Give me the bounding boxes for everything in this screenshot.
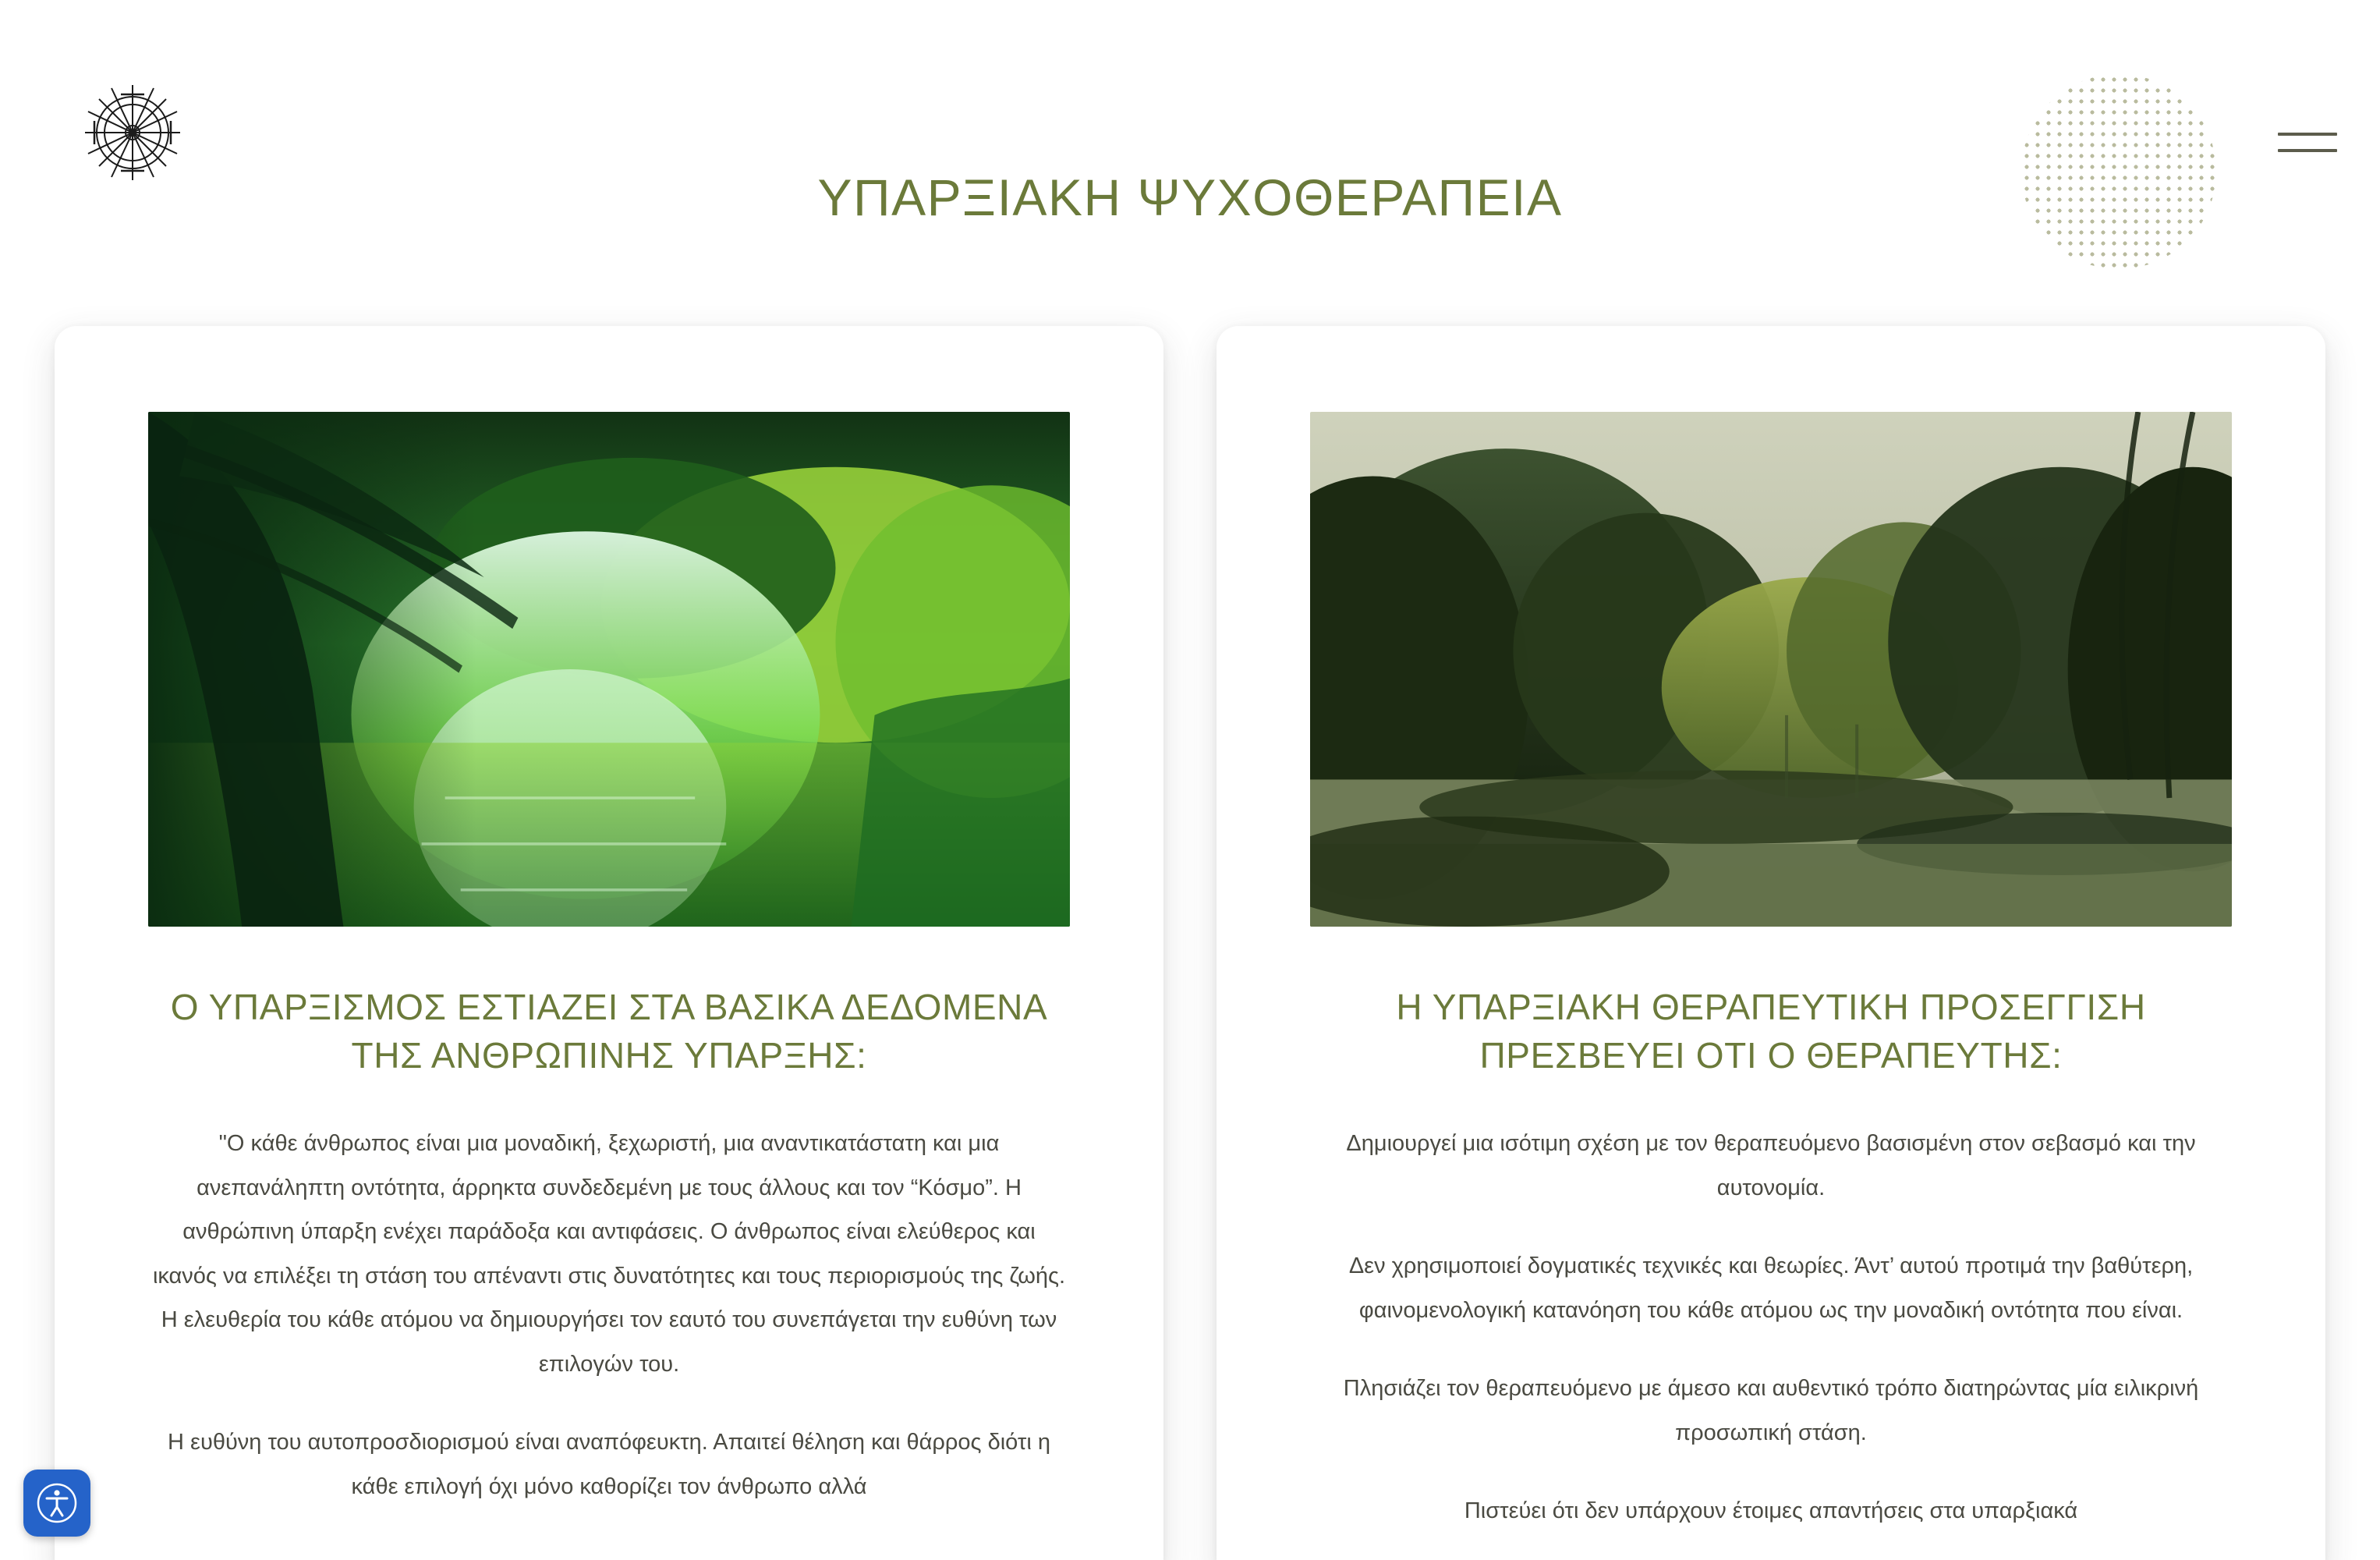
card-title: Η ΥΠΑΡΞΙΑΚΗ ΘΕΡΑΠΕΥΤΙΚΗ ΠΡΟΣΕΓΓΙΣΗ ΠΡΕΣΒΕΥΕΙ ΟΤΙ Ο ΘΕΡΑΠΕΥΤΗΣ: — [1396, 987, 2146, 1076]
card-body — [148, 1122, 1070, 1509]
card-therapeutic-approach — [1217, 326, 2325, 1560]
content-cards — [0, 326, 2380, 1560]
accessibility-person-icon — [37, 1483, 77, 1523]
card-paragraph: Πλησιάζει τον θεραπευόμενο με άμεσο και αυθεντικό τρόπο διατηρώντας μία ειλικρινή προσωπική στάση. — [1343, 1376, 2199, 1445]
green-river-forest-painting — [148, 412, 1070, 927]
menu-bar-2 — [2278, 149, 2337, 152]
site-header — [0, 0, 2380, 312]
olive-green-landscape-painting — [1310, 412, 2232, 927]
hamburger-menu-icon[interactable] — [2278, 133, 2337, 176]
card-paragraph: "Ο κάθε άνθρωπος είναι μια μοναδική, ξεχωριστή, μια αναντικατάστατη και μια ανεπανάληπτη οντότητα, άρρηκτα συνδεδεμένη με τους άλλους και τον “Κόσμο”. Η ανθρώπινη ύπαρξη ενέχει παράδοξα και αντιφάσεις. Ο άνθρωπος είναι ελεύθερος και ικανός να επιλέξει τη στάση του απέναντι στις δυνατότητες και τους περιορισμούς της ζωής. Η ελευθερία του κάθε ατόμου να δημιουργήσει τον εαυτό του συνεπάγεται την ευθύνη των επιλογών του. — [152, 1131, 1066, 1377]
card-paragraph: Δεν χρησιμοποιεί δογματικές τεχνικές και θεωρίες. Άντ’ αυτού προτιμά την βαθύτερη, φαινομενολογική κατανόηση του κάθε ατόμου ως την μοναδική οντότητα που είναι. — [1348, 1253, 2194, 1323]
card-title: Ο ΥΠΑΡΞΙΣΜΟΣ ΕΣΤΙΑΖΕΙ ΣΤΑ ΒΑΣΙΚΑ ΔΕΔΟΜΕΝΑ ΤΗΣ ΑΝΘΡΩΠΙΝΗΣ ΥΠΑΡΞΗΣ: — [170, 987, 1048, 1076]
card-existentialism — [55, 326, 1163, 1560]
menu-bar-1 — [2278, 133, 2337, 136]
card-paragraph: Πιστεύει ότι δεν υπάρχουν έτοιμες απαντήσεις στα υπαρξιακά — [1464, 1498, 2078, 1524]
card-body — [1310, 1122, 2232, 1533]
dotted-circle-decoration-icon — [2021, 74, 2216, 269]
page-title: ΥΠΑΡΞΙΑΚΗ ΨΥΧΟΘΕΡΑΠΕΙΑ — [817, 168, 1563, 226]
card-paragraph: Δημιουργεί μια ισότιμη σχέση με τον θεραπευόμενο βασισμένη στον σεβασμό και την αυτονομία. — [1346, 1131, 2196, 1200]
card-paragraph: Η ευθύνη του αυτοπροσδιορισμού είναι αναπόφευκτη. Απαιτεί θέληση και θάρρος διότι η κάθε επιλογή όχι μόνο καθορίζει τον άνθρωπο αλλά — [168, 1430, 1050, 1500]
accessibility-widget-button[interactable] — [23, 1470, 90, 1537]
